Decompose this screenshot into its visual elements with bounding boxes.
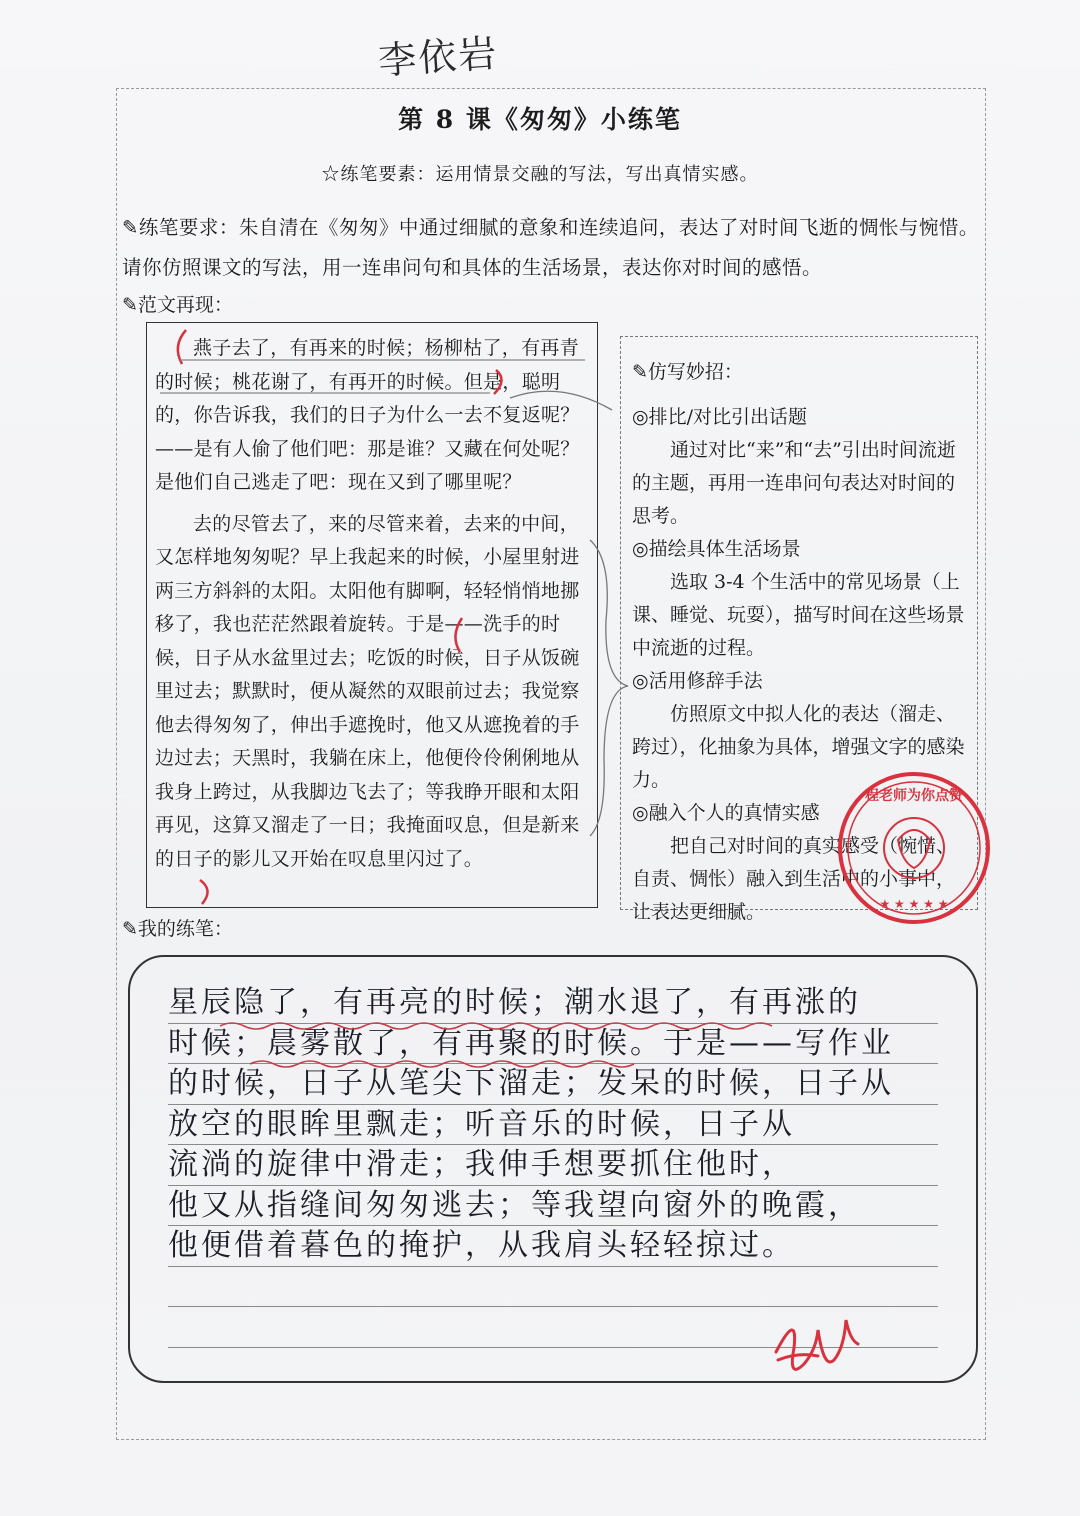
page-title: 第 8 课《匆匆》小练笔 <box>398 105 682 134</box>
tip-2-title: ◎描绘具体生活场景 <box>632 538 801 560</box>
handwriting-line-3: 的时候，日子从笔尖下溜走；发呆的时候，日子从 <box>168 1064 938 1105</box>
handwriting-line-5: 流淌的旋律中滑走；我伸手想要抓住他时， <box>168 1145 938 1186</box>
teacher-seal <box>836 770 992 926</box>
writing-element: ☆练笔要素：运用情景交融的写法，写出真情实感。 <box>321 164 759 185</box>
tip-3-title: ◎活用修辞手法 <box>632 670 763 692</box>
handwriting-area <box>168 983 938 1348</box>
tips-heading: ✎仿写妙招： <box>632 361 743 383</box>
model-paragraph-2: 去的尽管去了，来的尽管来着，去来的中间，又怎样地匆匆呢？早上我起来的时候，小屋里射进两三方斜斜的太阳。太阳他有脚啊，轻轻悄悄地挪移了，我也茫茫然跟着旋转。于是——洗手的时候，日子从水盆里过去；吃饭的时候，日子从饭碗里过去；默默时，便从凝然的双眼前过去；我觉察他去得匆匆了，伸出手遮挽时，他又从遮挽着的手边过去；天黑时，我躺在床上，他便伶伶俐俐地从我身上跨过，从我脚边飞去了；等我睁开眼和太阳再见，这算又溜走了一日；我掩面叹息，但是新来的日子的影儿又开始在叹息里闪过了。 <box>155 512 580 870</box>
tip-1-body: 通过对比“来”和“去”引出时间流逝的主题，再用一连串问句表达对时间的思考。 <box>632 439 956 527</box>
handwriting-line-6: 他又从指缝间匆匆逃去；等我望向窗外的晚霞， <box>168 1186 938 1227</box>
handwriting-line-2: 时候；晨雾散了，有再聚的时候。于是——写作业 <box>168 1024 938 1065</box>
student-name: 李依岩 <box>376 30 500 84</box>
model-text <box>147 332 593 876</box>
tip-4-body: 把自己对时间的真实感受（惋惜、自责、惆怅）融入到生活中的小事中，让表达更细腻。 <box>632 835 956 923</box>
handwriting-line-4: 放空的眼眸里飘走；听音乐的时候，日子从 <box>168 1105 938 1146</box>
handwriting-line-7: 他便借着暮色的掩护，从我肩头轻轻掠过。 <box>168 1226 938 1267</box>
model-heading: ✎范文再现： <box>122 294 233 316</box>
teacher-signature <box>768 1300 878 1390</box>
tip-4-title: ◎融入个人的真情实感 <box>632 802 820 824</box>
writing-requirement: ✎练笔要求：朱自清在《匆匆》中通过细腻的意象和连续追问，表达了对时间飞逝的惆怅与惋惜。请你仿照课文的写法，用一连串问句和具体的生活场景，表达你对时间的感悟。 <box>122 216 979 279</box>
tip-3-body: 仿照原文中拟人化的表达（溜走、跨过），化抽象为具体，增强文字的感染力。 <box>632 703 965 791</box>
handwriting-line-1: 星辰隐了，有再亮的时候；潮水退了，有再涨的 <box>168 983 938 1024</box>
seal-text: 程老师为你点赞 <box>865 788 963 804</box>
tip-1-title: ◎排比/对比引出话题 <box>632 406 807 428</box>
svg-text:★ ★ ★ ★ ★: ★ ★ ★ ★ ★ <box>879 897 949 911</box>
tip-2-body: 选取 3-4 个生活中的常见场景（上课、睡觉、玩耍），描写时间在这些场景中流逝的过程。 <box>632 571 965 659</box>
model-paragraph-1: 燕子去了，有再来的时候；杨柳枯了，有再青的时候；桃花谢了，有再开的时候。但是，聪明的，你告诉我，我们的日子为什么一去不复返呢？——是有人偷了他们吧：那是谁？又藏在何处呢？是他们自己逃走了吧：现在又到了哪里呢？ <box>155 337 580 493</box>
my-writing-label: ✎我的练笔： <box>122 918 233 940</box>
